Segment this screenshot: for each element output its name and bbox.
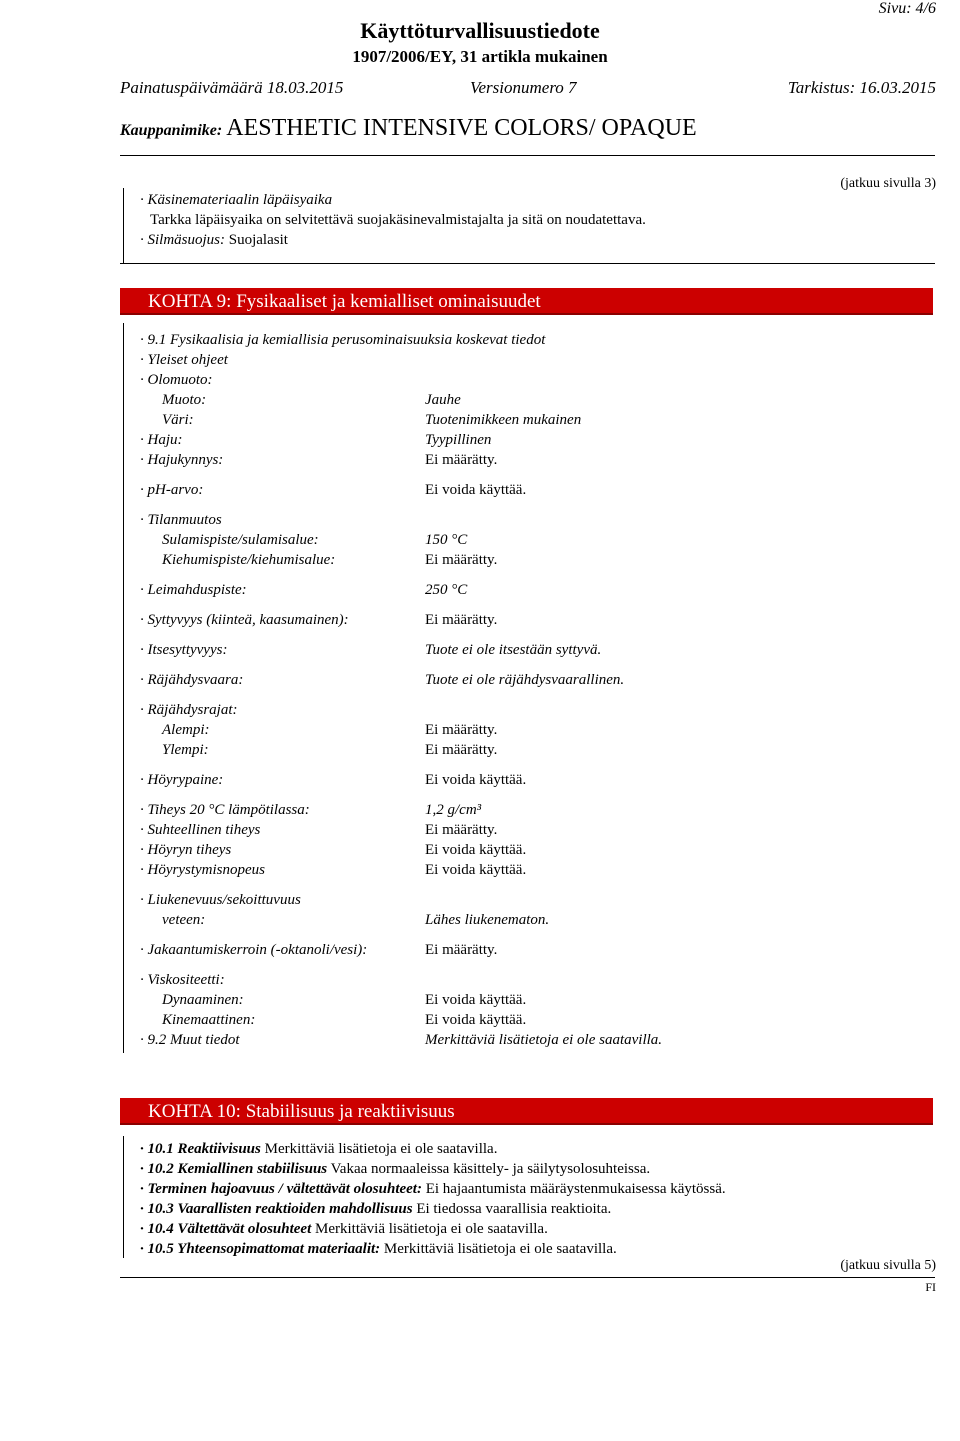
hazardous-reactions-row [140, 1201, 611, 1218]
hoyrypaine-value: Ei voida käyttää. [425, 772, 527, 788]
itsesyttyvyys-value: Tuote ei ole itsestään syttyvä. [425, 642, 602, 658]
review-date: Tarkistus: 16.03.2015 [787, 78, 936, 97]
veteen-label: veteen: [162, 912, 206, 928]
thermal-row [140, 1181, 726, 1198]
olomuoto-label: · Olomuoto: [140, 372, 213, 388]
leimahdus-label: · Leimahduspiste: [140, 582, 247, 598]
version-number: Versionumero 7 [470, 78, 577, 97]
rajahdysvaara-value: Tuote ei ole räjähdysvaarallinen. [425, 672, 625, 688]
incompatible-text: Merkittäviä lisätietoja ei ole saatavilla. [383, 1241, 617, 1257]
vari-label: Väri: [162, 412, 194, 428]
page-number: Sivu: 4/6 [878, 0, 936, 17]
syttyvyys-label: · Syttyvyys (kiinteä, kaasumainen): [140, 612, 349, 628]
viskositeetti-label: · Viskositeetti: [140, 972, 225, 988]
muut-tiedot-value: Merkittäviä lisätietoja ei ole saatavilla. [425, 1032, 663, 1048]
ph-value: Ei voida käyttää. [425, 482, 527, 498]
section-9-heading: KOHTA 9: Fysikaaliset ja kemialliset ominaisuudet [120, 288, 933, 315]
incompatible-label: · 10.5 Yhteensopimattomat materiaalit: [140, 1241, 381, 1257]
language-code: FI [925, 1280, 936, 1294]
hazardous-reactions-text: Ei tiedossa vaarallisia reaktioita. [416, 1201, 612, 1217]
haju-value: Tyypillinen [425, 432, 492, 448]
section-9-margin-line [123, 323, 124, 1053]
rajahdysrajat-label: · Räjähdysrajat: [140, 702, 238, 718]
eye-protection-label: · Silmäsuojus: [140, 232, 226, 248]
jakaantumis-label: · Jakaantumiskerroin (-oktanoli/vesi): [140, 942, 368, 958]
conditions-avoid-text: Merkittäviä lisätietoja ei ole saatavilla. [315, 1221, 548, 1237]
sulamis-label: Sulamispiste/sulamisalue: [162, 532, 319, 548]
alempi-label: Alempi: [162, 722, 210, 738]
syttyvyys-value: Ei määrätty. [425, 612, 498, 628]
tiheys-value: 1,2 g/cm³ [425, 802, 482, 818]
tiheys-label: · Tiheys 20 °C lämpötilassa: [140, 802, 310, 818]
vari-value: Tuotenimikkeen mukainen [425, 412, 582, 428]
block-divider [120, 263, 935, 264]
hazardous-reactions-label: · 10.3 Vaarallisten reaktioiden mahdollisuus [140, 1201, 413, 1217]
section-10-heading: KOHTA 10: Stabiilisuus ja reaktiivisuus [120, 1098, 933, 1125]
kiehumis-label: Kiehumispiste/kiehumisalue: [162, 552, 336, 568]
itsesyttyvyys-label: · Itsesyttyvyys: [140, 642, 228, 658]
document-subtitle: 1907/2006/EY, 31 artikla mukainen [352, 47, 608, 66]
footer-divider [120, 1277, 935, 1278]
rajahdysvaara-label: · Räjähdysvaara: [140, 672, 244, 688]
reactivity-row [140, 1141, 497, 1158]
reactivity-label: · 10.1 Reaktiivisuus [140, 1141, 261, 1157]
veteen-value: Lähes liukenematon. [425, 912, 550, 928]
continued-from-note: (jatkuu sivulla 3) [840, 176, 936, 191]
sulamis-value: 150 °C [425, 532, 468, 548]
incompatible-row [140, 1241, 617, 1258]
kinemaattinen-label: Kinemaattinen: [162, 1012, 256, 1028]
hajukynnys-value: Ei määrätty. [425, 452, 498, 468]
muoto-value: Jauhe [425, 392, 461, 408]
leimahdus-value: 250 °C [425, 582, 468, 598]
suht-tiheys-label: · Suhteellinen tiheys [140, 822, 261, 838]
reactivity-text: Merkittäviä lisätietoja ei ole saatavilla. [264, 1141, 498, 1157]
ylempi-value: Ei määrätty. [425, 742, 498, 758]
glove-time-label: · Käsinemateriaalin läpäisyaika [140, 192, 333, 208]
hoyryn-tiheys-label: · Höyryn tiheys [140, 842, 232, 858]
thermal-text: Ei hajaantumista määräystenmukaisessa käytössä. [425, 1181, 726, 1197]
trade-name: AESTHETIC INTENSIVE COLORS/ OPAQUE [226, 115, 697, 141]
stability-row [140, 1161, 650, 1178]
muoto-label: Muoto: [162, 392, 207, 408]
kiehumis-value: Ei määrätty. [425, 552, 498, 568]
suht-tiheys-value: Ei määrätty. [425, 822, 498, 838]
glove-time-text: Tarkka läpäisyaika on selvitettävä suojakäsinevalmistajalta ja sitä on noudatettava. [150, 212, 646, 228]
margin-line [123, 188, 124, 263]
stability-text: Vakaa normaaleissa käsittely- ja säilytysolosuhteissa. [330, 1161, 651, 1177]
alempi-value: Ei määrätty. [425, 722, 498, 738]
tilanmuutos-label: · Tilanmuutos [140, 512, 222, 528]
s91-title: · 9.1 Fysikaalisia ja kemiallisia perusominaisuuksia koskevat tiedot [140, 332, 546, 348]
continued-to-note: (jatkuu sivulla 5) [840, 1258, 936, 1273]
hoyrypaine-label: · Höyrypaine: [140, 772, 224, 788]
ylempi-label: Ylempi: [162, 742, 209, 758]
hoyrystymis-value: Ei voida käyttää. [425, 862, 527, 878]
muut-tiedot-label: · 9.2 Muut tiedot [140, 1032, 240, 1048]
dynaaminen-value: Ei voida käyttää. [425, 992, 527, 1008]
document-title: Käyttöturvallisuustiedote [360, 18, 600, 43]
liukenevuus-label: · Liukenevuus/sekoittuvuus [140, 892, 301, 908]
conditions-avoid-label: · 10.4 Vältettävät olosuhteet [140, 1221, 312, 1237]
eye-protection-value: Suojalasit [228, 232, 288, 248]
general-info: · Yleiset ohjeet [140, 352, 228, 368]
thermal-label: · Terminen hajoavuus / vältettävät olosuhteet: [140, 1181, 422, 1197]
kinemaattinen-value: Ei voida käyttää. [425, 1012, 527, 1028]
dynaaminen-label: Dynaaminen: [162, 992, 244, 1008]
jakaantumis-value: Ei määrätty. [425, 942, 498, 958]
trade-name-row [120, 115, 697, 142]
print-date: Painatuspäivämäärä 18.03.2015 [120, 78, 344, 97]
hajukynnys-label: · Hajukynnys: [140, 452, 224, 468]
haju-label: · Haju: [140, 432, 183, 448]
ph-label: · pH-arvo: [140, 482, 204, 498]
header-divider [120, 155, 935, 156]
conditions-avoid-row [140, 1221, 548, 1238]
stability-label: · 10.2 Kemiallinen stabiilisuus [140, 1161, 328, 1177]
eye-protection [140, 232, 288, 249]
section-10-margin-line [123, 1136, 124, 1258]
trade-name-label: Kauppanimike: [120, 122, 223, 139]
hoyryn-tiheys-value: Ei voida käyttää. [425, 842, 527, 858]
hoyrystymis-label: · Höyrystymisnopeus [140, 862, 265, 878]
